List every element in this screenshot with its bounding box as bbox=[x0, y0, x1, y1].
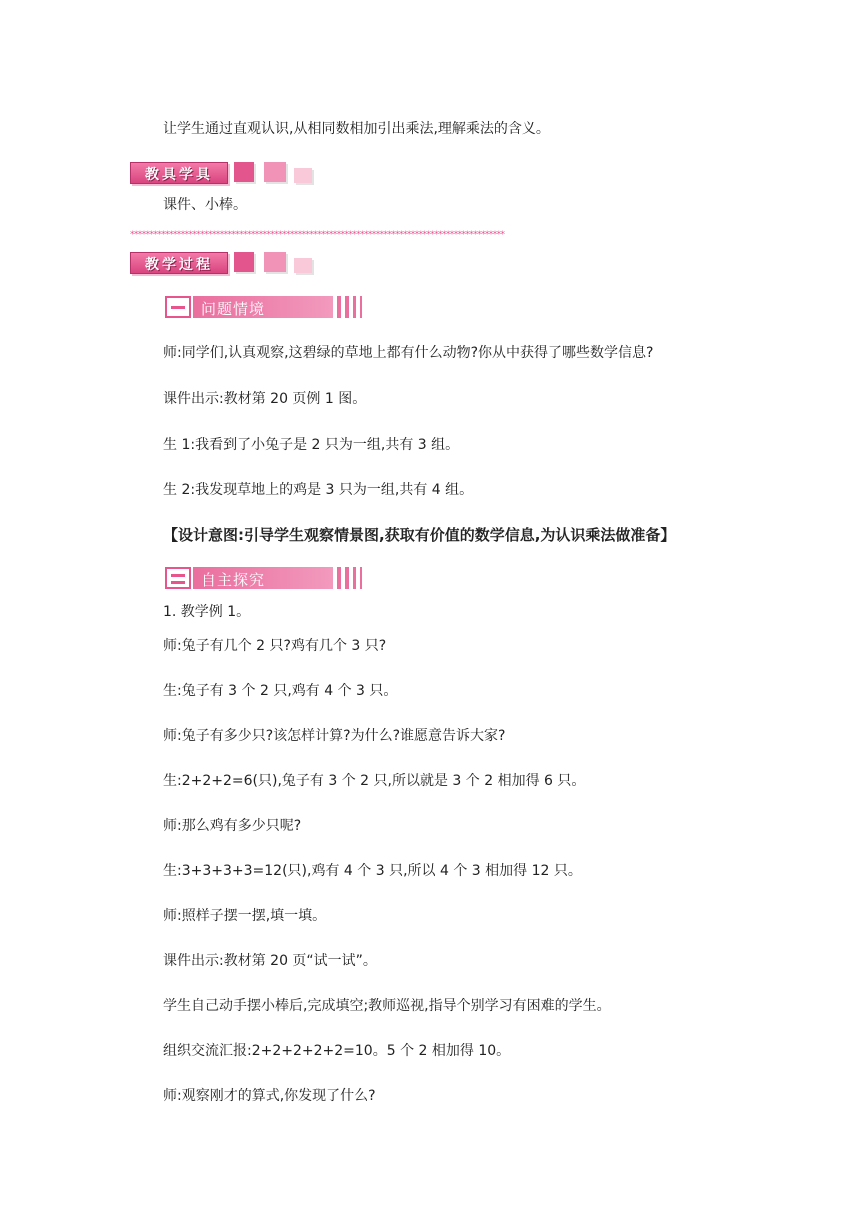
part-title: 问题情境 bbox=[201, 300, 266, 318]
part-title-bar bbox=[193, 567, 333, 589]
intro-text: 让学生通过直观认识,从相同数相加引出乘法,理解乘法的含义。 bbox=[163, 121, 550, 137]
paragraph: 师:照样子摆一摆,填一填。 bbox=[163, 908, 327, 924]
part-number-one-icon bbox=[165, 296, 191, 318]
part-header-self-exploration bbox=[165, 567, 363, 591]
paragraph: 师:兔子有多少只?该怎样计算?为什么?谁愿意告诉大家? bbox=[163, 728, 506, 744]
decor-square bbox=[234, 162, 254, 182]
section-title: 教具学具 bbox=[145, 167, 213, 183]
section-title: 教学过程 bbox=[145, 257, 213, 273]
decor-stripe bbox=[360, 296, 362, 318]
paragraph: 生 1:我看到了小兔子是 2 只为一组,共有 3 组。 bbox=[163, 437, 460, 453]
tools-content: 课件、小棒。 bbox=[163, 197, 247, 213]
paragraph: 组织交流汇报:2+2+2+2+2=10。5 个 2 相加得 10。 bbox=[163, 1043, 511, 1059]
paragraph: 生 2:我发现草地上的鸡是 3 只为一组,共有 4 组。 bbox=[163, 482, 474, 498]
section-tag bbox=[130, 162, 228, 184]
decor-square bbox=[294, 168, 312, 183]
decor-stripe bbox=[345, 296, 349, 318]
paragraph: 师:同学们,认真观察,这碧绿的草地上都有什么动物?你从中获得了哪些数学信息? bbox=[163, 345, 654, 361]
paragraph: 师:兔子有几个 2 只?鸡有几个 3 只? bbox=[163, 638, 387, 654]
decor-stripe bbox=[337, 296, 341, 318]
paragraph: 生:3+3+3+3=12(只),鸡有 4 个 3 只,所以 4 个 3 相加得 12 只。 bbox=[163, 863, 582, 879]
paragraph: 1. 教学例 1。 bbox=[163, 604, 251, 620]
decor-stripe bbox=[360, 567, 362, 589]
paragraph: 生:兔子有 3 个 2 只,鸡有 4 个 3 只。 bbox=[163, 683, 398, 699]
paragraph: 师:那么鸡有多少只呢? bbox=[163, 818, 302, 834]
part-header-problem-situation bbox=[165, 296, 363, 320]
decor-square bbox=[264, 162, 286, 182]
paragraph: 课件出示:教材第 20 页例 1 图。 bbox=[163, 391, 367, 407]
decor-square bbox=[264, 252, 286, 272]
part-title-bar bbox=[193, 296, 333, 318]
paragraph: 课件出示:教材第 20 页“试一试”。 bbox=[163, 953, 377, 969]
decor-stripe bbox=[353, 296, 356, 318]
decor-stripe bbox=[353, 567, 356, 589]
part-number-two-icon bbox=[165, 567, 191, 589]
decor-square bbox=[294, 258, 312, 273]
decor-stripe bbox=[337, 567, 341, 589]
paragraph: 生:2+2+2=6(只),兔子有 3 个 2 只,所以就是 3 个 2 相加得 6 只。 bbox=[163, 773, 586, 789]
section-tag bbox=[130, 252, 228, 274]
decor-square bbox=[234, 252, 254, 272]
paragraph: 师:观察刚才的算式,你发现了什么? bbox=[163, 1088, 376, 1104]
decor-stripe bbox=[345, 567, 349, 589]
star-divider: ************************************************************************************************ bbox=[130, 230, 505, 240]
paragraph: 学生自己动手摆小棒后,完成填空;教师巡视,指导个别学习有困难的学生。 bbox=[163, 998, 611, 1014]
part-title: 自主探究 bbox=[201, 571, 266, 589]
design-note: 【设计意图:引导学生观察情景图,获取有价值的数学信息,为认识乘法做准备】 bbox=[163, 526, 676, 544]
